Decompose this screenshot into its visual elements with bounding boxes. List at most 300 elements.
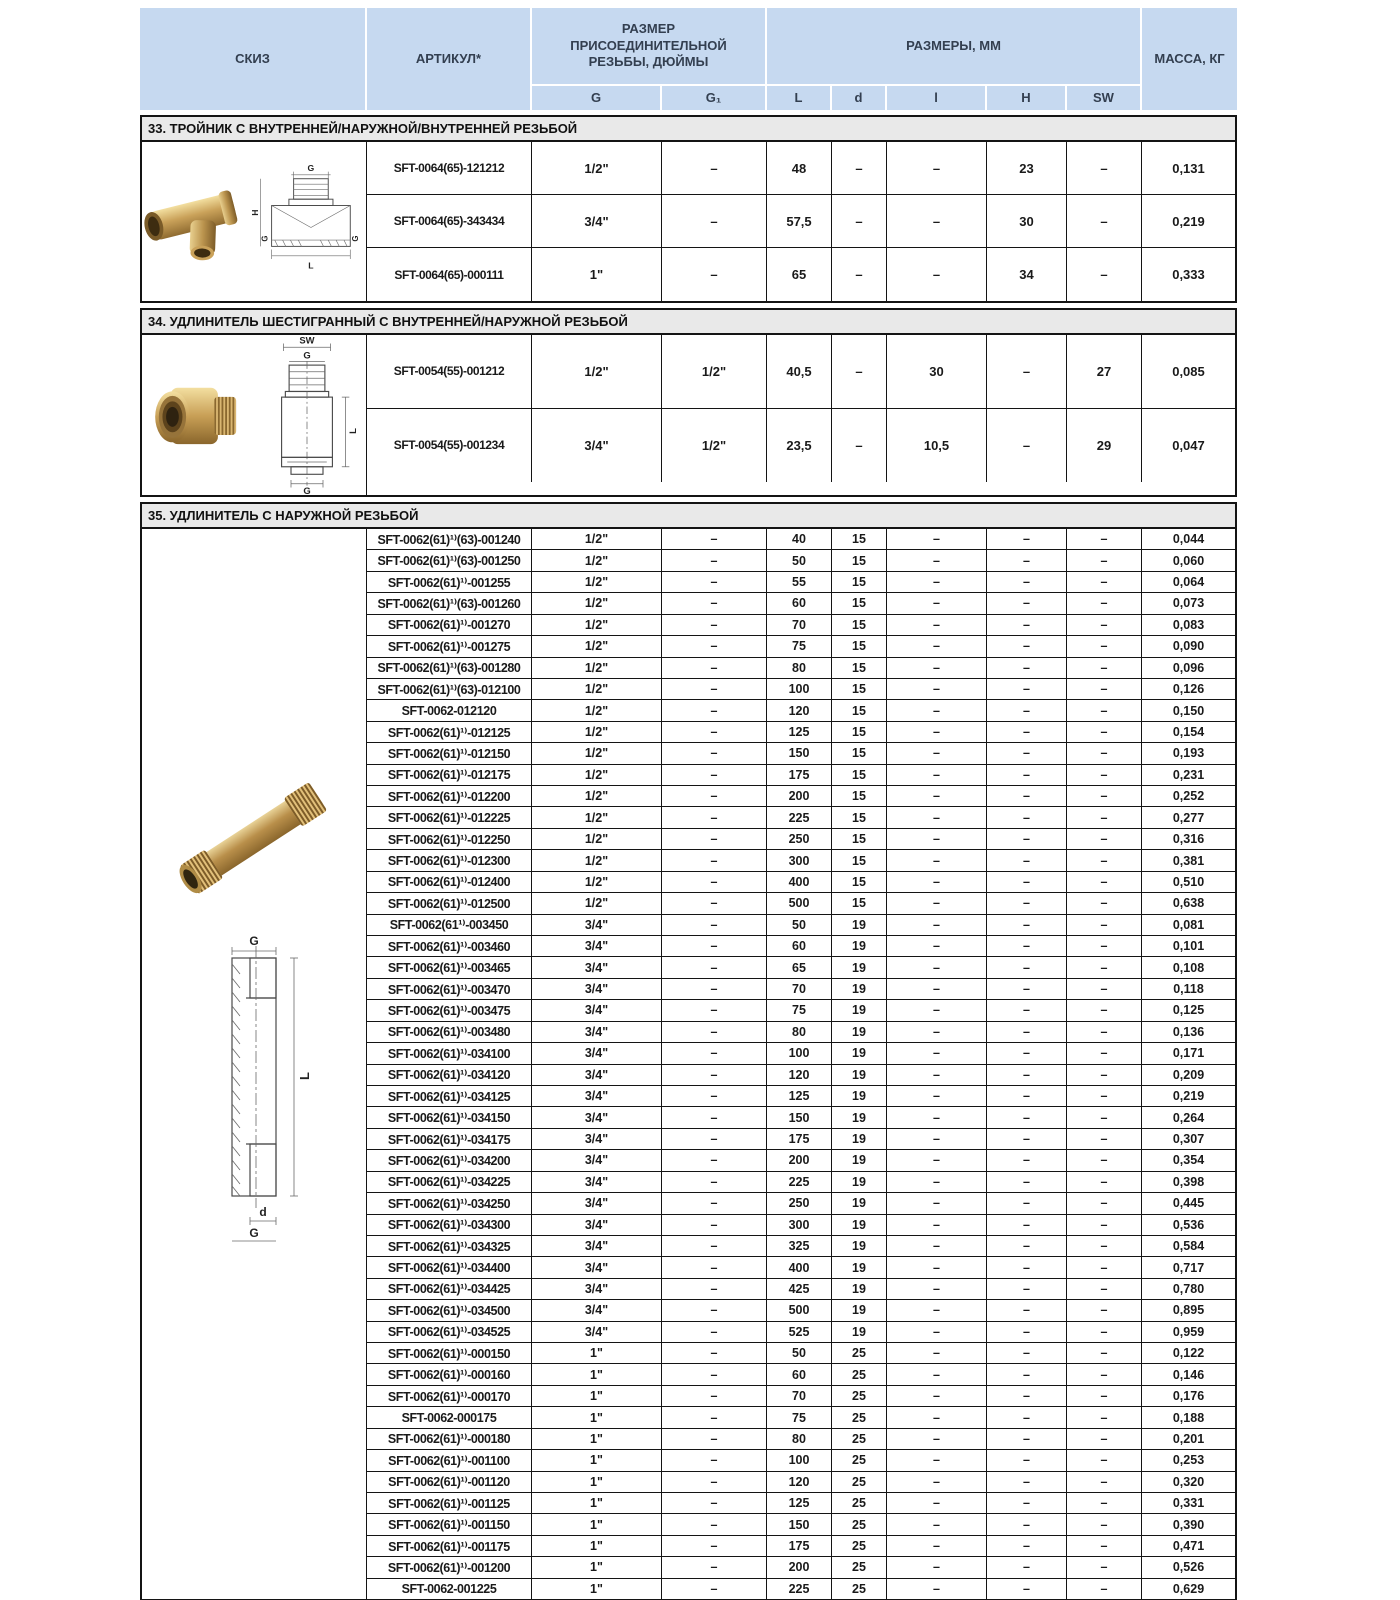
cell-i: – — [887, 1000, 987, 1020]
cell-l: 500 — [767, 893, 832, 913]
cell-l: 400 — [767, 1257, 832, 1277]
cell-d: 25 — [832, 1514, 887, 1534]
table-row — [367, 829, 1235, 850]
cell-h: – — [987, 335, 1067, 408]
cell-g: 1" — [532, 1579, 662, 1599]
cell-g: 3/4" — [532, 957, 662, 977]
cell-g: 1/2" — [532, 636, 662, 656]
cell-mass: 0,176 — [1172, 1389, 1205, 1404]
hex-extension-drawing — [253, 335, 361, 495]
header-sub-h: H — [985, 84, 1065, 110]
cell-i: – — [887, 1364, 987, 1384]
cell-h: – — [987, 1279, 1067, 1299]
cell-h: – — [987, 593, 1067, 613]
cell-g: 3/4" — [532, 915, 662, 935]
cell-g: 3/4" — [532, 409, 662, 483]
cell-g1: – — [662, 593, 767, 613]
cell-g: 3/4" — [532, 1043, 662, 1063]
cell-mass: 0,638 — [1172, 896, 1205, 911]
section-33-title: 33. ТРОЙНИК С ВНУТРЕННЕЙ/НАРУЖНОЙ/ВНУТРЕННЕЙ РЕЗЬБОЙ — [142, 117, 1235, 142]
cell-sw: – — [1067, 1086, 1142, 1106]
cell-h: – — [987, 1386, 1067, 1406]
cell-mass: 0,536 — [1172, 1217, 1205, 1232]
cell-h: – — [987, 679, 1067, 699]
table-row — [367, 1022, 1235, 1043]
cell-sw: – — [1067, 1579, 1142, 1599]
cell-sw: – — [1067, 679, 1142, 699]
cell-h: – — [987, 850, 1067, 870]
cell-sw: – — [1067, 636, 1142, 656]
cell-mass: 0,047 — [1172, 437, 1205, 453]
cell-h: – — [987, 1193, 1067, 1213]
cell-i: – — [887, 1193, 987, 1213]
cell-artikul: SFT-0062(61)¹⁾-001150 — [367, 1514, 532, 1534]
cell-artikul: SFT-0062(61)¹⁾-001270 — [367, 615, 532, 635]
cell-h: – — [987, 1086, 1067, 1106]
cell-artikul: SFT-0062(61)¹⁾-012400 — [367, 872, 532, 892]
table-row — [367, 936, 1235, 957]
svg-text:G: G — [249, 1226, 259, 1240]
cell-sw: – — [1067, 529, 1142, 549]
cell-g: 1/2" — [532, 572, 662, 592]
table-row — [367, 142, 1235, 195]
svg-text:L: L — [297, 1072, 312, 1080]
cell-d: – — [832, 195, 887, 247]
cell-d: 15 — [832, 529, 887, 549]
cell-g1: 1/2" — [662, 335, 767, 408]
table-row — [367, 1000, 1235, 1021]
cell-g1: – — [662, 829, 767, 849]
cell-i: – — [887, 1279, 987, 1299]
cell-l: 50 — [767, 915, 832, 935]
section-34-title: 34. УДЛИНИТЕЛЬ ШЕСТИГРАННЫЙ С ВНУТРЕННЕЙ/НАРУЖНОЙ РЕЗЬБОЙ — [142, 310, 1235, 335]
cell-mass: 0,390 — [1172, 1517, 1205, 1532]
cell-i: – — [887, 893, 987, 913]
section-34-hex-extension — [140, 308, 1237, 497]
cell-g1: – — [662, 936, 767, 956]
nipple-drawing — [194, 934, 314, 1244]
cell-l: 120 — [767, 1472, 832, 1492]
cell-g: 1/2" — [532, 807, 662, 827]
cell-d: 15 — [832, 829, 887, 849]
cell-i: – — [887, 850, 987, 870]
table-row — [367, 615, 1235, 636]
cell-g1: – — [662, 1579, 767, 1599]
cell-i: – — [887, 1343, 987, 1363]
cell-mass: 0,122 — [1172, 1346, 1205, 1361]
cell-g: 1" — [532, 1386, 662, 1406]
cell-artikul: SFT-0062(61)¹⁾-012125 — [367, 722, 532, 742]
cell-g1: – — [662, 850, 767, 870]
cell-mass: 0,146 — [1172, 1367, 1205, 1382]
cell-mass: 0,085 — [1172, 363, 1205, 379]
cell-d: 15 — [832, 550, 887, 570]
cell-h: – — [987, 979, 1067, 999]
header-sub-sw: SW — [1065, 84, 1140, 110]
table-row — [367, 850, 1235, 871]
cell-g: 1" — [532, 1429, 662, 1449]
cell-mass: 0,320 — [1172, 1474, 1205, 1489]
cell-g: 1" — [532, 248, 662, 301]
cell-d: 25 — [832, 1536, 887, 1556]
cell-g: 1/2" — [532, 529, 662, 549]
cell-d: – — [832, 409, 887, 483]
cell-g: 1" — [532, 1472, 662, 1492]
cell-g: 3/4" — [532, 1086, 662, 1106]
cell-i: – — [887, 1043, 987, 1063]
cell-h: – — [987, 1557, 1067, 1577]
cell-g: 1/2" — [532, 786, 662, 806]
cell-h: 30 — [987, 195, 1067, 247]
cell-h: – — [987, 1579, 1067, 1599]
cell-d: 19 — [832, 979, 887, 999]
cell-h: – — [987, 409, 1067, 483]
cell-g: 1/2" — [532, 142, 662, 194]
table-row — [367, 786, 1235, 807]
cell-i: – — [887, 1257, 987, 1277]
cell-i: – — [887, 786, 987, 806]
cell-artikul: SFT-0062(61)¹⁾-012225 — [367, 807, 532, 827]
cell-l: 400 — [767, 872, 832, 892]
cell-l: 57,5 — [767, 195, 832, 247]
header-thread-size: РАЗМЕР ПРИСОЕДИНИТЕЛЬНОЙ РЕЗЬБЫ, ДЮЙМЫ — [530, 8, 765, 84]
cell-d: 15 — [832, 872, 887, 892]
cell-d: 19 — [832, 1322, 887, 1342]
cell-sw: – — [1067, 893, 1142, 913]
table-row — [367, 1386, 1235, 1407]
cell-artikul: SFT-0062(61)¹⁾-034175 — [367, 1129, 532, 1149]
table-row — [367, 743, 1235, 764]
cell-d: – — [832, 142, 887, 194]
cell-l: 120 — [767, 1065, 832, 1085]
svg-text:G: G — [303, 349, 311, 361]
cell-artikul: SFT-0062-000175 — [367, 1407, 532, 1427]
cell-artikul: SFT-0062(61)¹⁾-001120 — [367, 1472, 532, 1492]
cell-mass: 0,219 — [1172, 1089, 1205, 1104]
cell-h: – — [987, 572, 1067, 592]
cell-g1: – — [662, 1107, 767, 1127]
cell-g: 3/4" — [532, 1022, 662, 1042]
table-row — [367, 1043, 1235, 1064]
cell-h: – — [987, 1472, 1067, 1492]
cell-sw: – — [1067, 957, 1142, 977]
cell-l: 300 — [767, 1215, 832, 1235]
cell-sw: – — [1067, 743, 1142, 763]
cell-l: 125 — [767, 1493, 832, 1513]
header-sub-i: l — [885, 84, 985, 110]
cell-h: – — [987, 1300, 1067, 1320]
table-row — [367, 409, 1235, 483]
cell-artikul: SFT-0062(61)¹⁾(63)-001280 — [367, 658, 532, 678]
cell-artikul: SFT-0062(61)¹⁾-034120 — [367, 1065, 532, 1085]
cell-artikul: SFT-0062(61)¹⁾-000160 — [367, 1364, 532, 1384]
cell-g1: – — [662, 550, 767, 570]
cell-g: 3/4" — [532, 1257, 662, 1277]
cell-g: 3/4" — [532, 1300, 662, 1320]
cell-g1: – — [662, 1364, 767, 1384]
cell-g: 1/2" — [532, 743, 662, 763]
cell-g: 1" — [532, 1536, 662, 1556]
cell-l: 200 — [767, 1557, 832, 1577]
cell-sw: – — [1067, 936, 1142, 956]
cell-i: – — [887, 1215, 987, 1235]
cell-i: – — [887, 1172, 987, 1192]
cell-h: – — [987, 529, 1067, 549]
table-row — [367, 1407, 1235, 1428]
cell-artikul: SFT-0062(61)¹⁾-003475 — [367, 1000, 532, 1020]
cell-l: 55 — [767, 572, 832, 592]
cell-d: 15 — [832, 615, 887, 635]
cell-g1: – — [662, 1022, 767, 1042]
cell-h: – — [987, 550, 1067, 570]
table-row — [367, 1579, 1235, 1599]
cell-i: – — [887, 1429, 987, 1449]
header-sub-g: G — [530, 84, 660, 110]
cell-sw: – — [1067, 572, 1142, 592]
table-row — [367, 1472, 1235, 1493]
cell-h: – — [987, 1514, 1067, 1534]
cell-artikul: SFT-0062(61)¹⁾-034150 — [367, 1107, 532, 1127]
cell-g: 3/4" — [532, 1000, 662, 1020]
cell-h: – — [987, 1322, 1067, 1342]
cell-d: 15 — [832, 743, 887, 763]
cell-i: – — [887, 1450, 987, 1470]
cell-l: 80 — [767, 658, 832, 678]
cell-l: 120 — [767, 700, 832, 720]
table-row — [367, 1236, 1235, 1257]
cell-l: 80 — [767, 1022, 832, 1042]
cell-d: 19 — [832, 1107, 887, 1127]
cell-artikul: SFT-0062(61)¹⁾-001255 — [367, 572, 532, 592]
cell-artikul: SFT-0062(61)¹⁾-001125 — [367, 1493, 532, 1513]
cell-g: 1/2" — [532, 872, 662, 892]
cell-artikul: SFT-0062(61)¹⁾(63)-001260 — [367, 593, 532, 613]
table-row — [367, 807, 1235, 828]
cell-mass: 0,083 — [1172, 617, 1205, 632]
cell-mass: 0,064 — [1172, 575, 1205, 590]
cell-artikul: SFT-0062(61)¹⁾-034325 — [367, 1236, 532, 1256]
header-artikul: АРТИКУЛ* — [365, 8, 530, 110]
cell-g: 3/4" — [532, 979, 662, 999]
cell-mass: 0,231 — [1172, 767, 1205, 782]
table-row — [367, 979, 1235, 1000]
table-row — [367, 658, 1235, 679]
cell-g: 1/2" — [532, 829, 662, 849]
cell-artikul: SFT-0062(61)¹⁾-034400 — [367, 1257, 532, 1277]
cell-d: 19 — [832, 1236, 887, 1256]
cell-g1: – — [662, 1343, 767, 1363]
cell-d: 19 — [832, 1150, 887, 1170]
cell-l: 65 — [767, 248, 832, 301]
cell-sw: – — [1067, 248, 1142, 301]
cell-g: 1/2" — [532, 593, 662, 613]
table-row — [367, 679, 1235, 700]
cell-d: 15 — [832, 807, 887, 827]
cell-g: 3/4" — [532, 195, 662, 247]
cell-h: – — [987, 1107, 1067, 1127]
table-row — [367, 765, 1235, 786]
cell-g1: – — [662, 807, 767, 827]
cell-g: 1" — [532, 1407, 662, 1427]
table-row — [367, 529, 1235, 550]
cell-l: 250 — [767, 829, 832, 849]
cell-g: 1/2" — [532, 765, 662, 785]
cell-artikul: SFT-0062(61)¹⁾-003460 — [367, 936, 532, 956]
table-row — [367, 1107, 1235, 1128]
cell-h: – — [987, 1257, 1067, 1277]
cell-sw: – — [1067, 195, 1142, 247]
cell-g: 1/2" — [532, 850, 662, 870]
header-sub-g1: G₁ — [660, 84, 765, 110]
section-35-rows — [367, 529, 1235, 1599]
cell-mass: 0,895 — [1172, 1303, 1205, 1318]
table-row — [367, 248, 1235, 301]
cell-sw: – — [1067, 872, 1142, 892]
cell-l: 300 — [767, 850, 832, 870]
cell-d: 19 — [832, 1279, 887, 1299]
cell-l: 325 — [767, 1236, 832, 1256]
cell-g1: – — [662, 1150, 767, 1170]
header-mass: МАССА, КГ — [1140, 8, 1237, 110]
cell-i: – — [887, 658, 987, 678]
cell-h: – — [987, 743, 1067, 763]
cell-h: – — [987, 1493, 1067, 1513]
cell-sw: – — [1067, 1000, 1142, 1020]
cell-h: – — [987, 1022, 1067, 1042]
table-row — [367, 1257, 1235, 1278]
section-35-sketch — [142, 529, 367, 1599]
cell-g1: – — [662, 1472, 767, 1492]
cell-h: – — [987, 893, 1067, 913]
cell-g: 3/4" — [532, 1065, 662, 1085]
cell-artikul: SFT-0062(61)¹⁾-000180 — [367, 1429, 532, 1449]
cell-l: 175 — [767, 765, 832, 785]
cell-i: 10,5 — [887, 409, 987, 483]
cell-l: 23,5 — [767, 409, 832, 483]
cell-h: – — [987, 1065, 1067, 1085]
cell-artikul: SFT-0062(61)¹⁾-000150 — [367, 1343, 532, 1363]
table-row — [367, 572, 1235, 593]
cell-h: – — [987, 1129, 1067, 1149]
cell-d: 19 — [832, 1215, 887, 1235]
cell-sw: – — [1067, 829, 1142, 849]
cell-artikul: SFT-0062(61)¹⁾-034200 — [367, 1150, 532, 1170]
cell-artikul: SFT-0062-001225 — [367, 1579, 532, 1599]
cell-g1: – — [662, 1279, 767, 1299]
cell-g1: – — [662, 572, 767, 592]
section-34-sketch — [142, 335, 367, 495]
cell-mass: 0,118 — [1173, 982, 1204, 997]
cell-g1: – — [662, 722, 767, 742]
cell-i: – — [887, 1300, 987, 1320]
cell-sw: – — [1067, 593, 1142, 613]
cell-d: 15 — [832, 593, 887, 613]
cell-i: – — [887, 765, 987, 785]
cell-h: – — [987, 1407, 1067, 1427]
cell-l: 100 — [767, 679, 832, 699]
cell-l: 50 — [767, 550, 832, 570]
svg-text:L: L — [346, 428, 358, 434]
cell-mass: 0,398 — [1172, 1174, 1205, 1189]
cell-l: 48 — [767, 142, 832, 194]
cell-i: – — [887, 1514, 987, 1534]
cell-h: – — [987, 636, 1067, 656]
cell-i: – — [887, 142, 987, 194]
cell-artikul: SFT-0062(61)¹⁾-012500 — [367, 893, 532, 913]
cell-artikul: SFT-0062(61)¹⁾-034500 — [367, 1300, 532, 1320]
cell-h: – — [987, 1000, 1067, 1020]
cell-i: – — [887, 550, 987, 570]
cell-i: – — [887, 1579, 987, 1599]
cell-i: – — [887, 1472, 987, 1492]
cell-h: – — [987, 1429, 1067, 1449]
cell-artikul: SFT-0062(61)¹⁾-034425 — [367, 1279, 532, 1299]
cell-sw: – — [1067, 915, 1142, 935]
cell-artikul: SFT-0062(61)¹⁾-012250 — [367, 829, 532, 849]
cell-sw: – — [1067, 700, 1142, 720]
cell-h: 23 — [987, 142, 1067, 194]
cell-g1: – — [662, 1450, 767, 1470]
cell-h: – — [987, 615, 1067, 635]
cell-l: 70 — [767, 979, 832, 999]
cell-h: – — [987, 1043, 1067, 1063]
cell-mass: 0,219 — [1172, 213, 1205, 229]
header-sub-d: d — [830, 84, 885, 110]
cell-i: – — [887, 1236, 987, 1256]
cell-d: 25 — [832, 1407, 887, 1427]
table-row — [367, 1193, 1235, 1214]
cell-sw: – — [1067, 1514, 1142, 1534]
cell-h: – — [987, 1215, 1067, 1235]
cell-mass: 0,331 — [1172, 1496, 1205, 1511]
cell-sw: 27 — [1067, 335, 1142, 408]
cell-h: – — [987, 936, 1067, 956]
cell-mass: 0,584 — [1172, 1239, 1205, 1254]
cell-g1: – — [662, 1300, 767, 1320]
table-row — [367, 700, 1235, 721]
cell-mass: 0,780 — [1172, 1281, 1205, 1296]
cell-g1: – — [662, 915, 767, 935]
cell-d: 25 — [832, 1343, 887, 1363]
cell-g: 3/4" — [532, 1215, 662, 1235]
cell-d: 19 — [832, 1086, 887, 1106]
table-row — [367, 1450, 1235, 1471]
svg-text:G: G — [260, 235, 270, 242]
cell-sw: – — [1067, 1150, 1142, 1170]
cell-i: – — [887, 1493, 987, 1513]
cell-i: – — [887, 915, 987, 935]
table-row — [367, 957, 1235, 978]
cell-i: – — [887, 679, 987, 699]
cell-mass: 0,717 — [1172, 1260, 1205, 1275]
cell-g1: – — [662, 872, 767, 892]
cell-g: 3/4" — [532, 1236, 662, 1256]
cell-d: – — [832, 335, 887, 408]
cell-l: 80 — [767, 1429, 832, 1449]
cell-mass: 0,171 — [1172, 1046, 1205, 1061]
cell-g1: – — [662, 1257, 767, 1277]
cell-artikul: SFT-0062(61)¹⁾-003470 — [367, 979, 532, 999]
cell-g: 1" — [532, 1514, 662, 1534]
svg-text:G: G — [303, 485, 311, 495]
cell-g: 1/2" — [532, 679, 662, 699]
cell-g: 1" — [532, 1364, 662, 1384]
table-row — [367, 722, 1235, 743]
cell-artikul: SFT-0054(55)-001212 — [367, 335, 532, 408]
table-row — [367, 1300, 1235, 1321]
svg-text:G: G — [249, 934, 259, 948]
cell-g1: – — [662, 1129, 767, 1149]
